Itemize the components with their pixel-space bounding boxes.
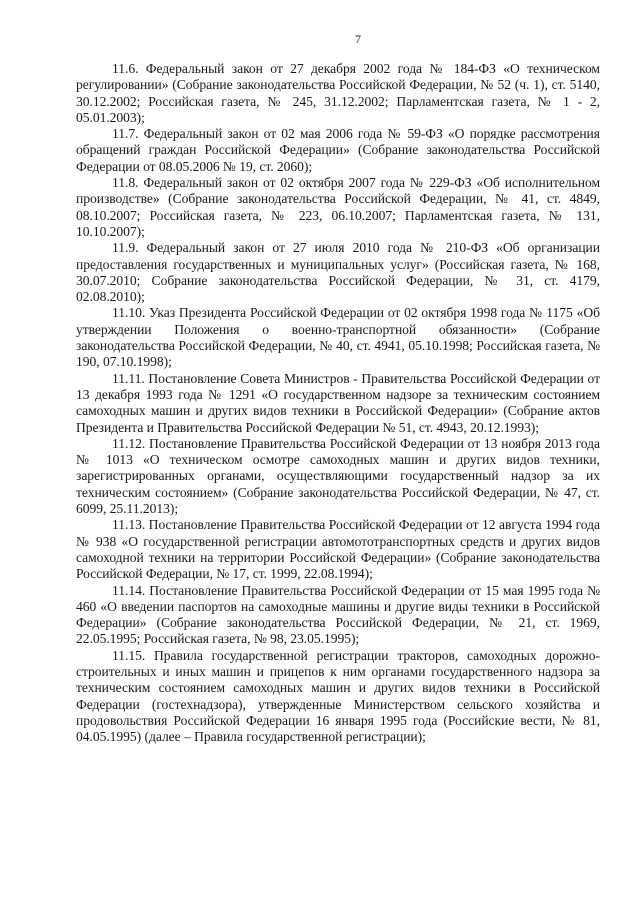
list-item-11-6: 11.6. Федеральный закон от 27 декабря 2002 года № 184-ФЗ «О техническом регулировании» (Собрание законодательства Российской Федерации, № 52 (ч. 1), ст. 5140, 30.12.2002; Российская газета, № 245, 31.12.2002; Парламентская газета, № 1 - 2, 05.01.2003);	[76, 61, 600, 125]
list-item-11-7: 11.7. Федеральный закон от 02 мая 2006 года № 59-ФЗ «О порядке рассмотрения обращений граждан Российской Федерации» (Собрание законодательства Российской Федерации от 08.05.2006 № 19, ст. 2060);	[76, 126, 600, 174]
list-item-11-10: 11.10. Указ Президента Российской Федерации от 02 октября 1998 года № 1175 «Об утверждении Положения о военно-транспортной обязанности» (Собрание законодательства Российской Федерации, № 40, ст. 4941, 05.10.1998; Российская газета, № 190, 07.10.1998);	[76, 305, 600, 370]
list-item-11-15: 11.15. Правила государственной регистрации тракторов, самоходных дорожно-строительных и иных машин и прицепов к ним органами государственного надзора за техническим состоянием самоходных машин и других видов техники в Российской Федерации (гостехнадзора), утвержденные Министерством сельского хозяйства и продовольствия Российской Федерации 16 января 1995 года (Российские вести, № 81, 04.05.1995) (далее – Правила государственной регистрации);	[76, 647, 600, 745]
list-item-11-12: 11.12. Постановление Правительства Российской Федерации от 13 ноября 2013 года № 1013 «О техническом осмотре самоходных машин и других видов техники, зарегистрированных органами, осуществляющими государственный надзор за их техническим состоянием» (Собрание законодательства Российской Федерации, № 47, ст. 6099, 25.11.2013);	[76, 435, 600, 517]
page-number: 7	[355, 32, 361, 46]
list-item-11-11: 11.11. Постановление Совета Министров - Правительства Российской Федерации от 13 декабря 1993 года № 1291 «О государственном надзоре за техническим состоянием самоходных машин и других видов техники в Российской Федерации» (Собрание актов Президента и Правительства Российской Федерации № 51, ст. 4943, 20.12.1993);	[76, 370, 600, 435]
list-item-11-13: 11.13. Постановление Правительства Российской Федерации от 12 августа 1994 года № 938 «О государственной регистрации автомототранспортных средств и других видов самоходной техники на территории Российской Федерации» (Собрание законодательства Российской Федерации, № 17, ст. 1999, 22.08.1994);	[76, 517, 600, 582]
list-item-11-14: 11.14. Постановление Правительства Российской Федерации от 15 мая 1995 года № 460 «О введении паспортов на самоходные машины и другие виды техники в Российской Федерации» (Собрание законодательства Российской Федерации, № 21, ст. 1969, 22.05.1995; Российская газета, № 98, 23.05.1995);	[76, 582, 600, 647]
list-item-11-9: 11.9. Федеральный закон от 27 июля 2010 года № 210-ФЗ «Об организации предоставления государственных и муниципальных услуг» (Российская газета, № 168, 30.07.2010; Собрание законодательства Российской Федерации, № 31, ст. 4179, 02.08.2010);	[76, 240, 600, 305]
list-item-11-8: 11.8. Федеральный закон от 02 октября 2007 года № 229-ФЗ «Об исполнительном производстве» (Собрание законодательства Российской Федерации, № 41, ст. 4849, 08.10.2007; Российская газета, № 223, 06.10.2007; Парламентская газета, № 131, 10.10.2007);	[76, 175, 600, 239]
